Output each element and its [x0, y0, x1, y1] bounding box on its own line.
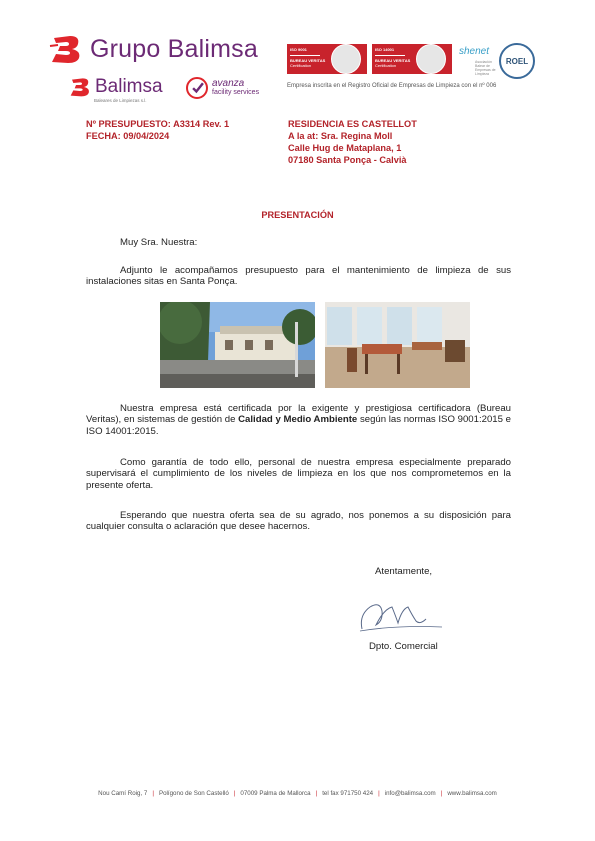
bureau-veritas-seal-icon — [416, 44, 446, 74]
roel-text: ROEL — [505, 56, 529, 66]
paragraph-intro: Adjunto le acompañamos presupuesto para el mantenimiento de limpieza de sus instalaciones sitas en Santa Ponça. — [86, 265, 511, 288]
quote-info — [86, 118, 229, 142]
avanza-sub: facility services — [212, 89, 260, 96]
iso-14001-badge — [372, 44, 452, 74]
roel-logo — [499, 43, 535, 79]
exterior-photo — [160, 302, 315, 388]
greeting: Muy Sra. Nuestra: — [120, 237, 198, 248]
footer-address: Nou Camí Roig, 7 — [98, 790, 148, 797]
section-title: PRESENTACIÓN — [261, 210, 334, 220]
shenet-subtitle: Asociación Balear de Empresas de Limpieza — [475, 60, 496, 76]
paragraph-closing: Esperando que nuestra oferta sea de su agrado, nos ponemos a su disposición para cualquier consulta o aclaración que desee hacernos. — [86, 510, 511, 533]
registry-note: Empresa inscrita en el Registro Oficial de Empresas de Limpieza con el nº 006 — [287, 83, 497, 89]
recipient-block — [288, 118, 417, 166]
balimsa-tagline: Baleares de Limpiezas s.l. — [94, 98, 147, 103]
footer-email: info@balimsa.com — [384, 790, 436, 797]
cert-body: BUREAU VERITAS — [290, 58, 326, 63]
cert-label: Certification — [290, 63, 312, 68]
avanza-logo — [186, 77, 259, 99]
recipient-attention: A la at: Sra. Regina Moll — [288, 131, 393, 141]
paragraph-guarantee: Como garantía de todo ello, personal de nuestra empresa especialmente preparado supervisará el cumplimiento de los niveles de limpieza en los que nos comprometemos en la presente oferta. — [86, 457, 511, 491]
group-name: Grupo Balimsa — [90, 34, 258, 63]
balimsa-logo — [68, 76, 163, 103]
cert-body: BUREAU VERITAS — [375, 58, 411, 63]
iso-9001-badge — [287, 44, 367, 74]
footer: Nou Camí Roig, 7 | Polígono de Son Castelló | 07009 Palma de Mallorca | tel fax 971750 424 | info@balimsa.com | www.balimsa.com — [98, 790, 497, 797]
dining-room-photo — [317, 302, 470, 388]
cert-label: Certification — [375, 63, 397, 68]
p2-text-b: según las normas ISO 9001:2015 e ISO 14001:2015. — [86, 414, 511, 437]
department: Dpto. Comercial — [369, 641, 438, 652]
cert-iso: ISO 9001 — [290, 47, 307, 52]
balimsa-b-icon — [48, 34, 84, 64]
avanza-check-icon — [186, 77, 208, 99]
p2-text-bold: Calidad y Medio Ambiente — [238, 414, 358, 426]
shenet-logo: shenet — [459, 46, 490, 57]
footer-web: www.balimsa.com — [447, 790, 497, 797]
quote-number: Nº PRESUPUESTO: A3314 Rev. 1 — [86, 119, 230, 129]
balimsa-name: Balimsa — [95, 76, 163, 97]
quote-date: FECHA: 09/04/2024 — [86, 131, 170, 141]
avanza-name: avanza — [212, 78, 245, 89]
recipient-street: Calle Hug de Mataplana, 1 — [288, 143, 402, 153]
footer-phone: tel fax 971750 424 — [322, 790, 374, 797]
footer-area: Polígono de Son Castelló — [158, 790, 229, 797]
signature-icon — [356, 595, 446, 635]
cert-iso: ISO 14001 — [375, 47, 395, 52]
p2-text-a: Nuestra empresa está certificada por la exigente y prestigiosa certificadora (Bureau Veritas), en sistemas de gestión de — [86, 403, 511, 426]
recipient-city: 07180 Santa Ponça - Calvià — [288, 155, 407, 165]
closing-salutation: Atentamente, — [375, 566, 433, 577]
group-logo — [48, 34, 258, 64]
bureau-veritas-seal-icon — [331, 44, 361, 74]
paragraph-certification — [86, 403, 511, 437]
footer-city: 07009 Palma de Mallorca — [240, 790, 311, 797]
recipient-name: RESIDENCIA ES CASTELLOT — [288, 119, 417, 129]
balimsa-b-small-icon — [68, 77, 92, 97]
